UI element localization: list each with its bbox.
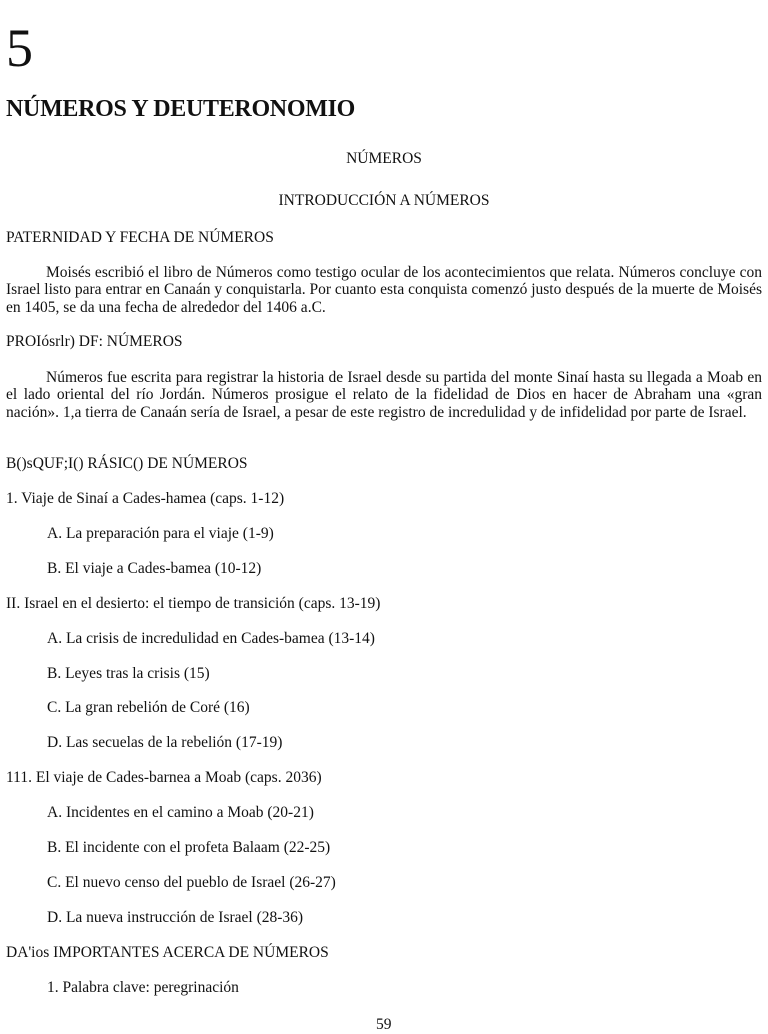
purpose-heading: PROIósrlr) DF: NÚMEROS [6, 333, 183, 350]
purpose-paragraph: Números fue escrita para registrar la historia de Israel desde su partida del monte Sinaí hasta su llegada a Moab en el lado oriental del río Jordán. Números prosigue el relato de la fidelidad de Dios en hacer de Abraham una «gran nación». 1,a tierra de Canaán sería de Israel, a pesar de este registro de incredulidad y de infidelidad por parte de Israel. [6, 369, 762, 421]
authorship-paragraph: Moisés escribió el libro de Números como testigo ocular de los acontecimientos que relata. Números concluye con Israel listo para entrar en Canaán y conquistarla. Por cuanto esta conquista comenzó justo después de la muerte de Moisés en 1405, se da una fecha de alrededor del 1406 a.C. [6, 264, 762, 316]
outline-section: 111. El viaje de Cades-barnea a Moab (caps. 2036) [6, 769, 322, 786]
intro-title: INTRODUCCIÓN A NÚMEROS [278, 192, 490, 209]
outline-heading: B()sQUF;I() RÁSIC() DE NÚMEROS [6, 455, 248, 472]
outline-subitem: B. El incidente con el profeta Balaam (22-25) [47, 839, 331, 856]
outline-section: II. Israel en el desierto: el tiempo de transición (caps. 13-19) [6, 595, 381, 612]
outline-subitem: A. La preparación para el viaje (1-9) [47, 525, 274, 542]
section-title: NÚMEROS [346, 150, 422, 167]
facts-heading: DA'ios IMPORTANTES ACERCA DE NÚMEROS [6, 944, 329, 961]
authorship-heading: PATERNIDAD Y FECHA DE NÚMEROS [6, 229, 274, 246]
facts-item: 1. Palabra clave: peregrinación [47, 979, 239, 996]
outline-subitem: D. La nueva instrucción de Israel (28-36) [47, 909, 304, 926]
outline-subitem: A. Incidentes en el camino a Moab (20-21) [47, 804, 314, 821]
outline-subitem: B. El viaje a Cades-bamea (10-12) [47, 560, 262, 577]
outline-subitem: C. La gran rebelión de Coré (16) [47, 699, 250, 716]
outline-section: 1. Viaje de Sinaí a Cades-hamea (caps. 1-12) [6, 490, 285, 507]
outline-subitem: D. Las secuelas de la rebelión (17-19) [47, 734, 283, 751]
outline-subitem: C. El nuevo censo del pueblo de Israel (26-27) [47, 874, 336, 891]
chapter-title: NÚMEROS Y DEUTERONOMIO [6, 96, 355, 122]
outline-subitem: B. Leyes tras la crisis (15) [47, 665, 210, 682]
chapter-number: 5 [6, 18, 33, 78]
outline-subitem: A. La crisis de incredulidad en Cades-bamea (13-14) [47, 630, 375, 647]
page-number: 59 [376, 1016, 392, 1033]
